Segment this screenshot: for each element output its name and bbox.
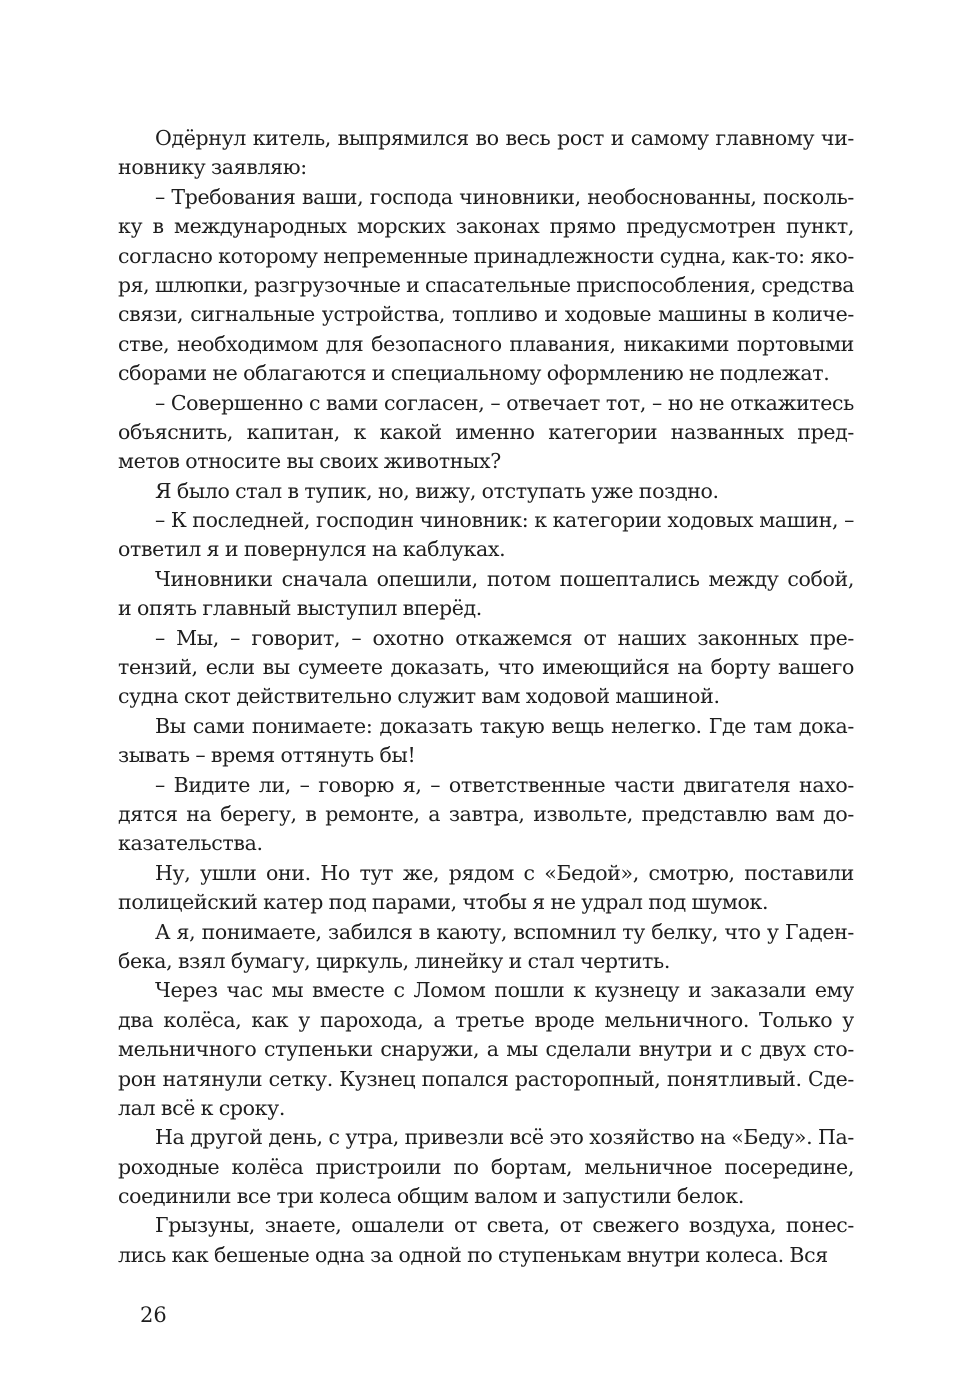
text-line: Чиновники сначала опешили, потом пошептались между собой, <box>155 566 854 591</box>
page-number: 26 <box>140 1303 167 1327</box>
text-line: – Совершенно с вами согласен, – отвечает тот, – но не откажитесь <box>155 390 854 415</box>
text-line: ря, шлюпки, разгрузочные и спасательные приспособления, средства <box>118 272 854 297</box>
text-line: два колёса, как у парохода, а третье вроде мельничного. Только у <box>118 1007 854 1032</box>
text-line: соединили все три колеса общим валом и запустили белок. <box>118 1184 744 1209</box>
text-line: зывать – время оттянуть бы! <box>118 743 416 768</box>
text-line: Я было стал в тупик, но, вижу, отступать уже поздно. <box>155 478 719 503</box>
text-line: судна скот действительно служит вам ходовой машиной. <box>118 684 720 709</box>
text-line: роходные колёса пристроили по бортам, мельничное посередине, <box>118 1154 854 1179</box>
text-line: бека, взял бумагу, циркуль, линейку и стал чертить. <box>118 948 670 973</box>
text-line: сборами не облагаются и специальному оформлению не подлежат. <box>118 361 830 386</box>
text-line: ку в международных морских законах прямо предусмотрен пункт, <box>118 214 854 239</box>
text-line: Вы сами понимаете: доказать такую вещь нелегко. Где там дока- <box>155 713 854 738</box>
text-line: Через час мы вместе с Ломом пошли к кузнецу и заказали ему <box>155 978 854 1003</box>
text-line: – Видите ли, – говорю я, – ответственные части двигателя нахо- <box>155 772 854 797</box>
text-line: полицейский катер под парами, чтобы я не удрал под шумок. <box>118 890 769 915</box>
text-line: На другой день, с утра, привезли всё это хозяйство на «Беду». Па- <box>155 1125 854 1150</box>
text-line: рон натянули сетку. Кузнец попался расторопный, понятливый. Сде- <box>118 1066 854 1091</box>
text-line: – Мы, – говорит, – охотно откажемся от наших законных пре- <box>155 625 854 650</box>
text-line: ответил я и повернулся на каблуках. <box>118 537 506 562</box>
text-line: стве, необходимом для безопасного плавания, никакими портовыми <box>118 331 854 356</box>
text-line: согласно которому непременные принадлежности судна, как-то: яко- <box>118 243 854 268</box>
body-text <box>118 124 854 1270</box>
text-line: и опять главный выступил вперёд. <box>118 596 482 621</box>
text-line: казательства. <box>118 831 263 856</box>
text-line: дятся на берегу, в ремонте, а завтра, извольте, представлю вам до- <box>118 801 854 826</box>
text-line: объяснить, капитан, к какой именно категории названных пред- <box>118 419 854 444</box>
text-line: Грызуны, знаете, ошалели от света, от свежего воздуха, понес- <box>155 1213 854 1238</box>
text-line: А я, понимаете, забился в каюту, вспомнил ту белку, что у Гаден- <box>155 919 854 944</box>
text-line: связи, сигнальные устройства, топливо и ходовые машины в количе- <box>118 302 854 327</box>
text-line: – Требования ваши, господа чиновники, необоснованны, посколь- <box>155 184 854 209</box>
text-line: новнику заявляю: <box>118 155 307 180</box>
text-line: мельничного ступеньки снаружи, а мы сделали внутри и с двух сто- <box>118 1037 854 1062</box>
text-line: – К последней, господин чиновник: к категории ходовых машин, – <box>155 508 854 533</box>
text-line: Одёрнул китель, выпрямился во весь рост и самому главному чи- <box>155 126 854 150</box>
text-line: тензий, если вы сумеете доказать, что имеющийся на борту вашего <box>118 655 854 680</box>
text-line: лал всё к сроку. <box>118 1095 286 1120</box>
text-line: Ну, ушли они. Но тут же, рядом с «Бедой», смотрю, поставили <box>155 860 854 885</box>
text-line: лись как бешеные одна за одной по ступенькам внутри колеса. Вся <box>118 1242 828 1267</box>
text-line: метов относите вы своих животных? <box>118 449 501 474</box>
